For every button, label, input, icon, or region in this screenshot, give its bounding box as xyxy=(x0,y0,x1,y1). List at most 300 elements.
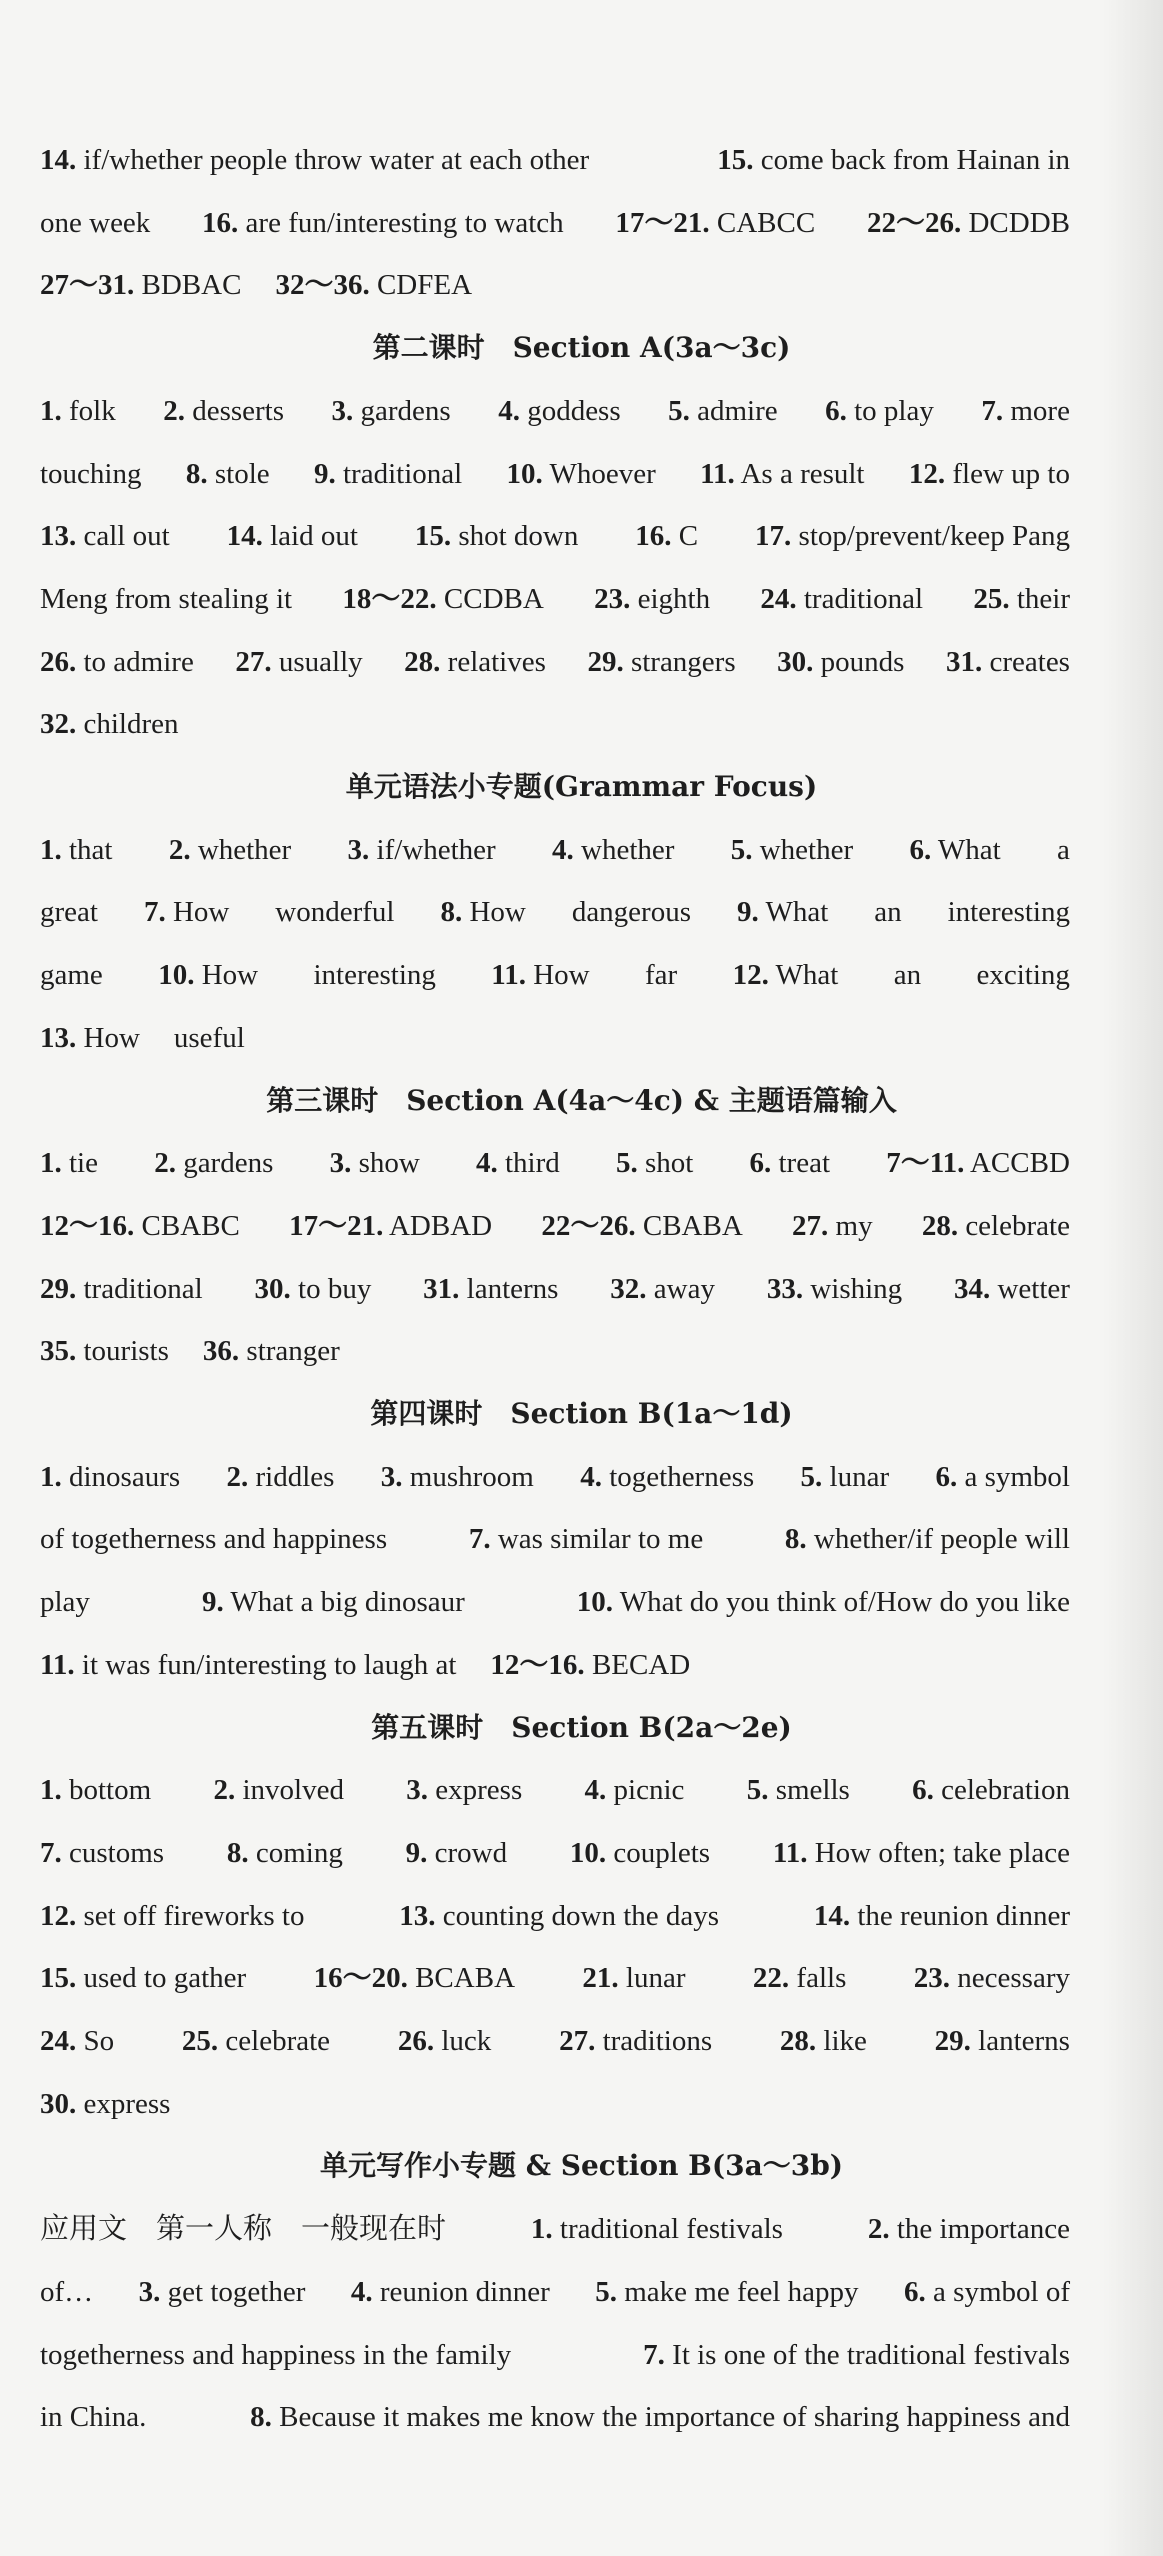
answer-item xyxy=(780,2021,867,2061)
answer-item xyxy=(40,2335,511,2375)
answer-text: more xyxy=(1003,395,1070,427)
answer-line xyxy=(40,1143,1070,1183)
answer-item xyxy=(40,1206,240,1246)
answer-number: 3. xyxy=(406,1774,429,1806)
answer-item xyxy=(227,1833,343,1873)
answer-item xyxy=(40,203,150,243)
answer-text: reunion dinner xyxy=(372,2276,550,2308)
answer-item xyxy=(275,892,394,932)
answer-text: to play xyxy=(846,395,934,427)
answer-text: whether xyxy=(752,834,854,866)
answer-line xyxy=(40,203,1070,243)
answer-number: 2. xyxy=(226,1461,249,1493)
answer-item xyxy=(717,140,1070,180)
answer-text: tourists xyxy=(76,1335,169,1367)
answer-text: 应用文 第一人称 一般现在时 xyxy=(40,2213,447,2245)
answer-number: 27. xyxy=(792,1210,829,1242)
section-heading: 第四课时 Section B(1a～1d) xyxy=(370,1397,793,1430)
answer-item xyxy=(169,830,291,870)
answer-text: falls xyxy=(789,1962,847,1994)
answer-item xyxy=(332,391,451,431)
answer-line xyxy=(40,704,1070,744)
answer-number: 1. xyxy=(530,2213,553,2245)
answer-number: 25. xyxy=(181,2025,219,2057)
answer-number: 4. xyxy=(552,834,574,866)
answer-number: 32. xyxy=(610,1273,647,1305)
answer-item xyxy=(531,2209,783,2249)
answer-item xyxy=(406,1833,507,1873)
answer-number: 12. xyxy=(908,458,946,490)
answer-number: 32～36. xyxy=(275,269,370,301)
answer-item xyxy=(313,955,435,995)
answer-text: Because it makes me know the importance of sharing happiness and xyxy=(271,2401,1070,2433)
answer-text: flew up to xyxy=(945,458,1070,490)
answer-number: 28. xyxy=(779,2025,817,2057)
answer-line xyxy=(40,265,1070,305)
answer-line xyxy=(40,1645,1070,1685)
answer-item xyxy=(580,1457,754,1497)
answer-item xyxy=(541,1206,742,1246)
answer-number: 14. xyxy=(40,144,77,176)
answer-item xyxy=(894,955,921,995)
answer-number: 12. xyxy=(40,1900,77,1932)
answer-item xyxy=(174,1018,245,1058)
answer-item xyxy=(825,391,934,431)
answer-number: 17～21. xyxy=(615,207,710,239)
answer-text: stranger xyxy=(239,1335,340,1367)
answer-number: 29. xyxy=(587,646,624,678)
answer-number: 5. xyxy=(800,1461,823,1493)
answer-text: customs xyxy=(61,1837,165,1869)
answer-number: 9. xyxy=(201,1586,224,1618)
answer-item xyxy=(507,454,656,494)
answer-item xyxy=(40,2084,170,2124)
answer-number: 17. xyxy=(755,520,792,552)
answer-text: togetherness xyxy=(601,1461,755,1493)
answer-number: 15. xyxy=(717,144,754,176)
section-heading: 单元语法小专题(Grammar Focus) xyxy=(345,770,818,803)
answer-text: that xyxy=(61,834,113,866)
answer-number: 15. xyxy=(414,520,452,552)
answer-text: far xyxy=(644,959,678,991)
answer-item xyxy=(202,1582,465,1622)
section-heading: 第二课时 Section A(3a～3c) xyxy=(372,331,791,364)
answer-number: 8. xyxy=(784,1523,807,1555)
answer-text: celebrate xyxy=(958,1210,1070,1242)
answer-number: 9. xyxy=(405,1837,428,1869)
answer-text: tie xyxy=(61,1147,98,1179)
answer-text: coming xyxy=(248,1837,343,1869)
answer-line xyxy=(40,2272,1070,2312)
answer-item xyxy=(348,830,496,870)
answer-text: a symbol xyxy=(957,1461,1070,1493)
answer-item xyxy=(935,1457,1070,1497)
answer-number: 18～22. xyxy=(342,583,437,615)
answer-text: What xyxy=(758,896,829,928)
answer-number: 8. xyxy=(185,458,208,490)
answer-text: What do you think of/How do you like xyxy=(613,1586,1070,1618)
answer-number: 7～11. xyxy=(886,1147,965,1179)
answer-text: to buy xyxy=(290,1273,372,1305)
answer-item xyxy=(40,140,589,180)
answer-item xyxy=(868,2209,1070,2249)
answer-item xyxy=(406,1770,522,1810)
answer-item xyxy=(615,203,815,243)
answer-number: 24. xyxy=(40,2025,77,2057)
answer-text: shot xyxy=(637,1147,694,1179)
answer-item xyxy=(1057,830,1070,870)
answer-number: 33. xyxy=(766,1273,804,1305)
answer-text: call out xyxy=(76,520,170,552)
answer-number: 2. xyxy=(213,1774,236,1806)
answer-item xyxy=(747,1770,850,1810)
answer-item xyxy=(255,1269,372,1309)
answer-number: 6. xyxy=(904,2276,926,2308)
section-heading: 第五课时 Section B(2a～2e) xyxy=(371,1711,792,1744)
answer-number: 16. xyxy=(202,207,239,239)
answer-number: 11. xyxy=(700,458,735,490)
answer-text: CBABC xyxy=(134,1210,240,1242)
answer-number: 26. xyxy=(397,2025,435,2057)
answer-item xyxy=(585,1770,685,1810)
answer-text: What xyxy=(931,834,1001,866)
answer-item xyxy=(351,2272,550,2312)
answer-number: 13. xyxy=(40,520,77,552)
answer-item xyxy=(399,1896,719,1936)
answer-item xyxy=(904,2272,1070,2312)
answer-item xyxy=(381,1457,534,1497)
answer-text: whether xyxy=(573,834,675,866)
answer-line xyxy=(40,1519,1070,1559)
answer-item xyxy=(40,1331,169,1371)
answer-item xyxy=(909,830,1000,870)
answer-item xyxy=(314,1958,515,1998)
answer-item xyxy=(700,454,864,494)
answer-text: It is one of the traditional festivals xyxy=(664,2339,1070,2371)
answer-item xyxy=(227,1457,335,1497)
answer-number: 6. xyxy=(912,1774,934,1806)
answer-item xyxy=(182,2021,330,2061)
answer-number: 5. xyxy=(730,834,753,866)
answer-text: ACCBD xyxy=(964,1147,1070,1179)
answer-item xyxy=(202,203,564,243)
answer-item xyxy=(909,454,1070,494)
answer-item xyxy=(595,2272,858,2312)
answer-number: 4. xyxy=(475,1147,498,1179)
answer-text: CDFEA xyxy=(369,269,473,301)
answer-text: How often; take place xyxy=(807,1837,1070,1869)
answer-number: 6. xyxy=(909,834,932,866)
answer-text: traditions xyxy=(595,2025,713,2057)
answer-text: interesting xyxy=(313,959,436,991)
answer-number: 6. xyxy=(935,1461,958,1493)
answer-line xyxy=(40,516,1070,556)
answer-item xyxy=(922,1206,1070,1246)
answer-text: to admire xyxy=(76,646,194,678)
answer-text: shot down xyxy=(451,520,579,552)
answer-number: 3. xyxy=(347,834,370,866)
answer-text: C xyxy=(671,520,699,552)
answer-item xyxy=(40,830,113,870)
answer-item xyxy=(594,579,710,619)
answer-item xyxy=(981,391,1070,431)
answer-text: bottom xyxy=(61,1774,152,1806)
answer-number: 10. xyxy=(576,1586,614,1618)
answer-text: if/whether people throw water at each other xyxy=(76,144,590,176)
answer-item xyxy=(227,516,358,556)
answer-number: 5. xyxy=(746,1774,769,1806)
answer-item xyxy=(570,1833,710,1873)
answer-text: a symbol of xyxy=(925,2276,1070,2308)
answer-number: 10. xyxy=(506,458,543,490)
answer-line xyxy=(40,1582,1070,1622)
answer-number: 25. xyxy=(973,583,1010,615)
answer-number: 32. xyxy=(40,708,77,740)
answer-text: strangers xyxy=(623,646,736,678)
answer-item xyxy=(552,830,674,870)
answer-item xyxy=(40,1519,387,1559)
answer-number: 13. xyxy=(40,1022,77,1054)
answer-item xyxy=(40,2397,146,2437)
answer-text: laid out xyxy=(262,520,358,552)
answer-text: As a result xyxy=(734,458,865,490)
answer-text: gardens xyxy=(353,395,451,427)
answer-number: 27. xyxy=(235,646,272,678)
answer-item xyxy=(404,642,546,682)
answer-item xyxy=(886,1143,1070,1183)
answer-item xyxy=(40,1269,203,1309)
answer-item xyxy=(314,454,462,494)
answer-text: usually xyxy=(271,646,363,678)
answer-number: 28. xyxy=(921,1210,959,1242)
answer-text: How xyxy=(525,959,590,991)
answer-item xyxy=(867,203,1070,243)
answer-number: 4. xyxy=(580,1461,602,1493)
answer-text: wonderful xyxy=(275,896,395,928)
answer-item xyxy=(289,1206,492,1246)
answer-number: 4. xyxy=(498,395,520,427)
answer-line xyxy=(40,1833,1070,1873)
answer-item xyxy=(912,1770,1070,1810)
answer-item xyxy=(559,2021,712,2061)
answer-item xyxy=(792,1206,873,1246)
answer-line xyxy=(40,642,1070,682)
answer-item xyxy=(577,1582,1070,1622)
answer-item xyxy=(773,1833,1070,1873)
answer-text: mushroom xyxy=(402,1461,534,1493)
answer-item xyxy=(733,955,839,995)
answer-number: 6. xyxy=(825,395,847,427)
answer-number: 3. xyxy=(331,395,354,427)
answer-item xyxy=(40,265,241,305)
answer-number: 22. xyxy=(752,1962,790,1994)
answer-number: 23. xyxy=(913,1962,951,1994)
answer-text: traditional xyxy=(335,458,463,490)
answer-number: 29. xyxy=(934,2025,971,2057)
answer-text: express xyxy=(428,1774,523,1806)
answer-number: 5. xyxy=(615,1147,638,1179)
answer-item xyxy=(490,1645,690,1685)
answer-item xyxy=(973,579,1070,619)
answer-text: How xyxy=(194,959,259,991)
answer-text: wetter xyxy=(990,1273,1070,1305)
answer-line xyxy=(40,1018,1070,1058)
answer-item xyxy=(668,391,778,431)
answer-item xyxy=(440,892,525,932)
answer-item xyxy=(40,2272,93,2312)
answer-text: the reunion dinner xyxy=(850,1900,1070,1932)
section-heading: 第三课时 Section A(4a～4c) & 主题语篇输入 xyxy=(266,1084,897,1117)
answer-text: traditional festivals xyxy=(552,2213,783,2245)
answer-item xyxy=(203,1331,340,1371)
answer-text: third xyxy=(497,1147,560,1179)
answer-item xyxy=(476,1143,560,1183)
answer-number: 3. xyxy=(138,2276,161,2308)
answer-text: traditional xyxy=(796,583,924,615)
answer-number: 30. xyxy=(777,646,814,678)
answer-item xyxy=(731,830,853,870)
answer-item xyxy=(40,1143,98,1183)
answer-text: What a big dinosaur xyxy=(223,1586,465,1618)
answer-number: 1. xyxy=(40,834,62,866)
answer-item xyxy=(40,454,142,494)
answer-text: was similar to me xyxy=(490,1523,704,1555)
answer-item xyxy=(948,892,1070,932)
answer-text: relatives xyxy=(440,646,546,678)
answer-text: of… xyxy=(40,2276,94,2308)
answer-number: 21. xyxy=(582,1962,619,1994)
answer-item xyxy=(643,2335,1070,2375)
answer-line xyxy=(40,1770,1070,1810)
answer-item xyxy=(250,2397,1070,2437)
answer-item xyxy=(753,1958,846,1998)
answer-item xyxy=(469,1519,703,1559)
answer-item xyxy=(40,892,98,932)
answer-line xyxy=(40,454,1070,494)
answer-item xyxy=(760,579,923,619)
answer-text: great xyxy=(40,896,98,928)
answer-text: goddess xyxy=(519,395,621,427)
answer-text: exciting xyxy=(976,959,1070,991)
answer-item xyxy=(423,1269,558,1309)
answer-item xyxy=(139,2272,306,2312)
answer-text: one week xyxy=(40,207,151,239)
answer-text: couplets xyxy=(606,1837,711,1869)
answer-text: How xyxy=(462,896,526,928)
answer-text: pounds xyxy=(813,646,905,678)
answer-text: get together xyxy=(160,2276,306,2308)
answer-number: 27～31. xyxy=(40,269,135,301)
answer-text: play xyxy=(40,1586,90,1618)
answer-text: like xyxy=(816,2025,867,2057)
answer-number: 10. xyxy=(158,959,195,991)
answer-number: 5. xyxy=(668,395,690,427)
answer-number: 7. xyxy=(643,2339,665,2371)
answer-number: 7. xyxy=(981,395,1004,427)
answer-item xyxy=(785,1519,1070,1559)
answer-text: interesting xyxy=(947,896,1070,928)
answer-number: 23. xyxy=(594,583,631,615)
answer-item xyxy=(163,391,284,431)
answer-text: lanterns xyxy=(459,1273,559,1305)
answer-line xyxy=(40,1896,1070,1936)
answer-text: it was fun/interesting to laugh at xyxy=(74,1649,457,1681)
answer-number: 11. xyxy=(772,1837,808,1869)
answer-number: 30. xyxy=(40,2088,77,2120)
answer-number: 4. xyxy=(350,2276,373,2308)
answer-number: 12～16. xyxy=(490,1649,585,1681)
answer-number: 9. xyxy=(736,896,759,928)
answer-number: 7. xyxy=(40,1837,62,1869)
answer-item xyxy=(40,1833,164,1873)
answer-number: 13. xyxy=(399,1900,436,1932)
answer-item xyxy=(330,1143,420,1183)
answer-number: 8. xyxy=(226,1837,249,1869)
answer-number: 30. xyxy=(254,1273,291,1305)
answer-line xyxy=(40,2335,1070,2375)
answer-text: useful xyxy=(173,1022,245,1054)
answer-line xyxy=(40,1331,1070,1371)
answer-number: 22～26. xyxy=(541,1210,636,1242)
answer-line xyxy=(40,579,1070,619)
answer-line xyxy=(40,391,1070,431)
answer-number: 16～20. xyxy=(313,1962,408,1994)
answer-text: stop/prevent/keep Pang xyxy=(791,520,1070,552)
answer-item xyxy=(40,1770,151,1810)
section-heading: 单元写作小专题 & Section B(3a～3b) xyxy=(319,2149,844,2182)
answer-text: away xyxy=(646,1273,715,1305)
answer-item xyxy=(398,2021,491,2061)
answer-line xyxy=(40,892,1070,932)
answer-text: crowd xyxy=(427,1837,508,1869)
answer-text: celebrate xyxy=(218,2025,331,2057)
answer-number: 9. xyxy=(314,458,336,490)
answer-number: 12～16. xyxy=(40,1210,135,1242)
answer-item xyxy=(158,955,258,995)
answer-number: 3. xyxy=(329,1147,352,1179)
answer-item xyxy=(40,579,292,619)
answer-text: Meng from stealing it xyxy=(40,583,293,615)
answer-number: 1. xyxy=(40,1147,62,1179)
answer-item xyxy=(935,2021,1070,2061)
answer-text: CABCC xyxy=(709,207,816,239)
answer-number: 14. xyxy=(226,520,263,552)
answer-text: picnic xyxy=(606,1774,685,1806)
answer-number: 2. xyxy=(154,1147,176,1179)
answer-text: smells xyxy=(768,1774,850,1806)
answer-text: a xyxy=(1057,834,1070,866)
answer-line xyxy=(40,1958,1070,1998)
answer-text: Whoever xyxy=(542,458,656,490)
answer-number: 36. xyxy=(202,1335,240,1367)
answer-text: BCABA xyxy=(407,1962,516,1994)
answer-item xyxy=(777,642,904,682)
answer-item xyxy=(186,454,270,494)
answer-text: an xyxy=(893,959,922,991)
answer-item xyxy=(616,1143,693,1183)
answer-text: traditional xyxy=(76,1273,203,1305)
answer-item xyxy=(40,642,194,682)
answer-item xyxy=(498,391,620,431)
answer-text: my xyxy=(828,1210,873,1242)
answer-item xyxy=(40,1958,246,1998)
answer-text: whether xyxy=(190,834,292,866)
answer-number: 17～21. xyxy=(289,1210,384,1242)
answer-number: 2. xyxy=(867,2213,890,2245)
answer-text: gardens xyxy=(175,1147,274,1179)
answer-number: 2. xyxy=(163,395,185,427)
answer-text: involved xyxy=(235,1774,344,1806)
